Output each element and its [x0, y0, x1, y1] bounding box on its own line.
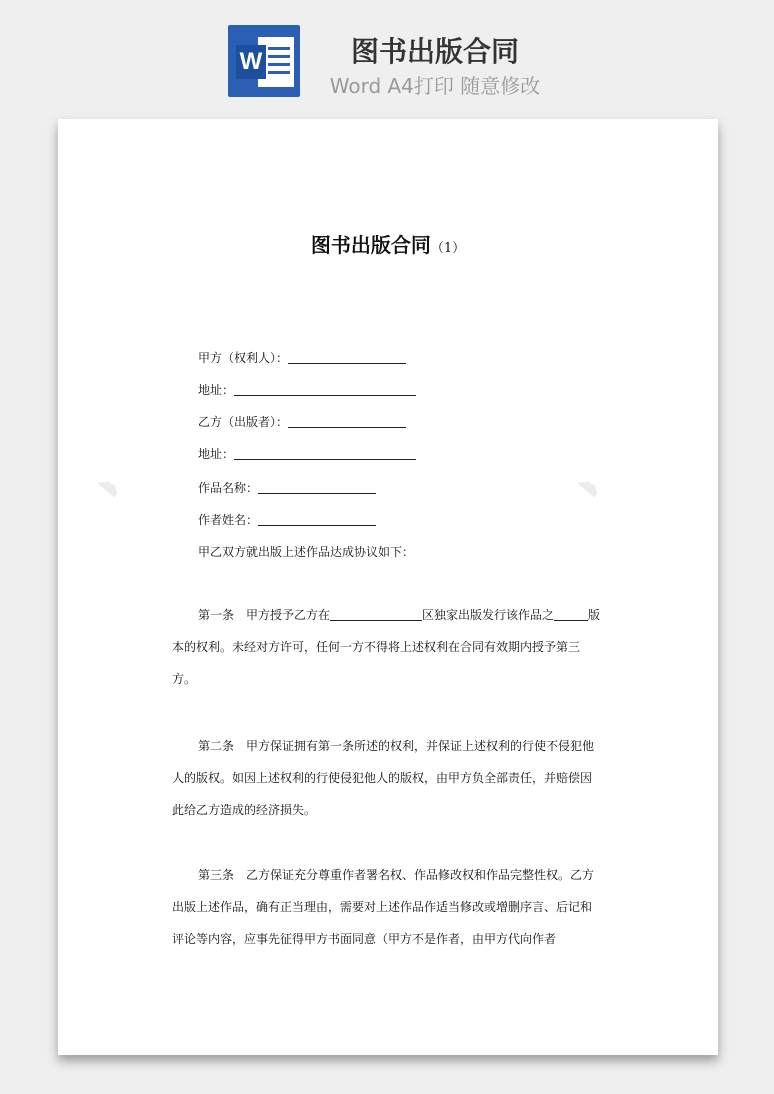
input-blank[interactable] [258, 481, 376, 494]
header-title: 图书出版合同 [350, 35, 519, 68]
document-title-suffix: （1） [430, 241, 466, 256]
page-header [0, 0, 774, 110]
input-blank[interactable] [258, 513, 376, 526]
input-blank[interactable] [234, 383, 416, 396]
field-party-b[interactable] [198, 413, 406, 430]
field-label: 甲方（权利人）： [198, 351, 289, 365]
article-3-text: 第三条 乙方保证充分尊重作者署名权、作品修改权和作品完整性权。乙方出版上述作品，确有正当理由，需要对上述作品作适当修改或增删序言、后记和评论等内容，应事先征得甲方书面同意（甲方不是作者，由甲方代向作者 [172, 868, 595, 946]
input-blank[interactable] [288, 351, 406, 364]
document-page [58, 119, 718, 1055]
article-2 [172, 730, 602, 826]
watermark: ☁ [91, 464, 131, 504]
field-label: 作品名称： [198, 481, 259, 495]
input-blank[interactable] [234, 447, 416, 460]
article-2-text: 第二条 甲方保证拥有第一条所述的权利，并保证上述权利的行使不侵犯他人的版权。如因上述权利的行使侵犯他人的版权，由甲方负全部责任，并赔偿因此给乙方造成的经济损失。 [172, 739, 595, 817]
field-party-a[interactable] [198, 349, 406, 366]
field-label: 地址： [198, 447, 235, 461]
field-address-a[interactable] [198, 381, 416, 398]
article-3 [172, 859, 602, 955]
document-title [58, 229, 718, 258]
document-title-text: 图书出版合同 [310, 233, 431, 257]
field-address-b[interactable] [198, 445, 416, 462]
field-author-name[interactable] [198, 511, 376, 528]
article-1 [172, 599, 602, 695]
watermark: ☁ [571, 464, 611, 504]
header-subtitle: Word A4打印 随意修改 [329, 74, 541, 98]
input-blank[interactable] [554, 608, 588, 621]
intro-text: 甲乙双方就出版上述作品达成协议如下： [198, 545, 415, 559]
input-blank[interactable] [330, 608, 422, 621]
input-blank[interactable] [288, 415, 406, 428]
field-label: 乙方（出版者）： [198, 415, 289, 429]
article-1-part2: 区独家出版发行该作品之 [422, 608, 555, 622]
word-logo-icon [228, 25, 300, 97]
field-label: 作者姓名： [198, 513, 259, 527]
word-letter: W [236, 45, 266, 79]
article-1-part3: 版本的权利。未经对方许可，任何一方不得将上述权利在合同有效期内授予第三方。 [172, 608, 601, 686]
field-label: 地址： [198, 383, 235, 397]
field-work-title[interactable] [198, 479, 376, 496]
article-1-part1: 第一条 甲方授予乙方在 [198, 608, 331, 622]
